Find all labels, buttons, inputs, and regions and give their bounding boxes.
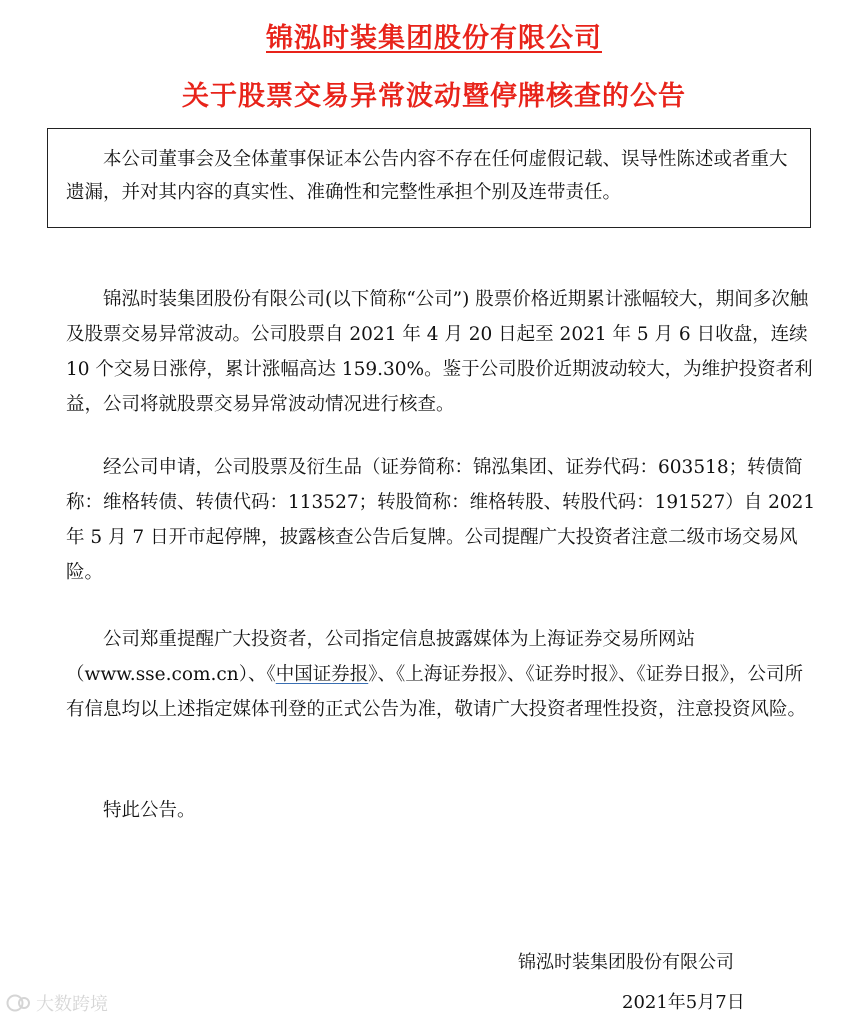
company-title: 锦泓时装集团股份有限公司 (266, 23, 602, 54)
announcement-title: 关于股票交易异常波动暨停牌核查的公告 (182, 81, 686, 112)
paragraph-media-reminder (66, 622, 816, 727)
closing-statement: 特此公告。 (103, 800, 196, 821)
paragraph-stock-fluctuation: 锦泓时装集团股份有限公司(以下简称“公司”) 股票价格近期累计涨幅较大，期间多次触及股票交易异常波动。公司股票自 2021 年 4 月 20 日起至 2021 年 5 月 6 日收盘，连续 10 个交易日涨停，累计涨幅高达 159.30%。鉴于公司股价近期波动较大，为维护投资者利益，公司将就股票交易异常波动情况进行核查。 (66, 289, 813, 415)
watermark (6, 990, 108, 1016)
statement-box (47, 128, 811, 228)
china-securities-journal-link[interactable]: 中国证券报 (275, 664, 369, 685)
signature-company: 锦泓时装集团股份有限公司 (518, 952, 734, 973)
paragraph-suspension: 经公司申请，公司股票及衍生品（证券简称：锦泓集团、证券代码：603518；转债简称：维格转债、转债代码：113527；转股简称：维格转股、转股代码：191527）自 2021 年 5 月 7 日开市起停牌，披露核查公告后复牌。公司提醒广大投资者注意二级市场交易风险。 (66, 457, 816, 583)
media-reminder-tail: 》、《上海证券报》、《证券时报》、《证券日报》，公司所有信息均以上述指定媒体刊登的正式公告为准，敬请广大投资者理性投资，注意投资风险。 (66, 664, 807, 720)
signature-date: 2021年5月7日 (622, 992, 745, 1013)
watermark-logo-icon (6, 992, 32, 1014)
statement-text: 本公司董事会及全体董事保证本公告内容不存在任何虚假记载、误导性陈述或者重大遗漏，并对其内容的真实性、准确性和完整性承担个别及连带责任。 (66, 149, 788, 203)
watermark-text: 大数跨境 (36, 994, 108, 1015)
media-reminder-lead: 公司郑重提醒广大投资者，公司指定信息披露媒体为上海证券交易所网站（www.sse.com.cn）、《 (66, 629, 696, 685)
